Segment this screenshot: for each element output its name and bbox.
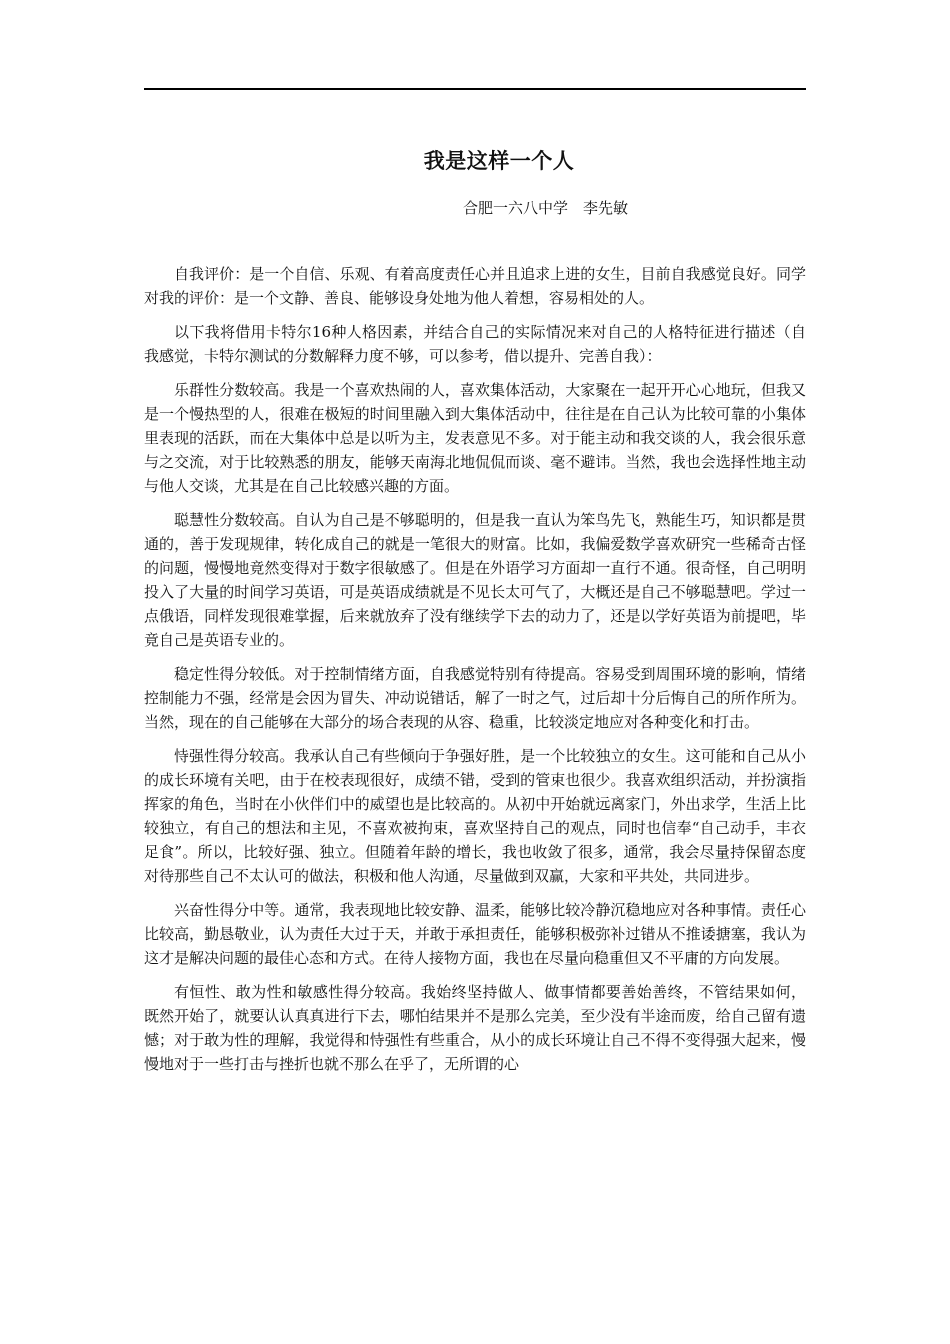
author-byline: 合肥一六八中学 李先敏 [463, 199, 629, 217]
paragraph-perseverance: 有恒性、敢为性和敏感性得分较高。我始终坚持做人、做事情都要善始善终，不管结果如何， 既然开始了，就要认认真真进行下去，哪怕结果并不是那么完美，至少没有半途而废，给自己留有遗憾；对于敢为性的理解，我觉得和恃强性有些重合，从小的成长环境让自己不得不变得强大起来，慢慢地对于一些打击与挫折也就不那么在乎了，无所谓的心 [144, 983, 806, 1073]
document-title: 我是这样一个人 [423, 149, 575, 173]
paragraph-introduction: 以下我将借用卡特尔16种人格因素，并结合自己的实际情况来对自己的人格特征进行描述（自我感觉，卡特尔测试的分数解释力度不够，可以参考，借以提升、完善自我）： [144, 323, 806, 365]
document-body [144, 262, 806, 1086]
paragraph-sociability: 乐群性分数较高。我是一个喜欢热闹的人，喜欢集体活动，大家聚在一起开开心心地玩，但我又是一个慢热型的人，很难在极短的时间里融入到大集体活动中，往往是在自己认为比较可靠的小集体里表现的活跃，而在大集体中总是以听为主，发表意见不多。对于能主动和我交谈的人，我会很乐意与之交流，对于比较熟悉的朋友，能够天南海北地侃侃而谈、毫不避讳。当然，我也会选择性地主动与他人交谈，尤其是在自己比较感兴趣的方面。 [144, 381, 806, 495]
header-rule [144, 88, 806, 90]
paragraph-self-evaluation: 自我评价：是一个自信、乐观、有着高度责任心并且追求上进的女生，目前自我感觉良好。同学对我的评价：是一个文静、善良、能够设身处地为他人着想，容易相处的人。 [144, 265, 806, 307]
paragraph-stability: 稳定性得分较低。对于控制情绪方面，自我感觉特别有待提高。容易受到周围环境的影响，情绪控制能力不强，经常是会因为冒失、冲动说错话，解了一时之气，过后却十分后悔自己的所作所为。当然，现在的自己能够在大部分的场合表现的从容、稳重，比较淡定地应对各种变化和打击。 [144, 665, 806, 731]
paragraph-intelligence: 聪慧性分数较高。自认为自己是不够聪明的，但是我一直认为笨鸟先飞，熟能生巧，知识都是贯通的，善于发现规律，转化成自己的就是一笔很大的财富。比如，我偏爱数学喜欢研究一些稀奇古怪的问题，慢慢地竟然变得对于数字很敏感了。但是在外语学习方面却一直行不通。很奇怪，自己明明投入了大量的时间学习英语，可是英语成绩就是不见长太可气了，大概还是自己不够聪慧吧。学过一点俄语，同样发现很难掌握，后来就放弃了没有继续学下去的动力了，还是以学好英语为前提吧，毕竟自己是英语专业的。 [144, 511, 806, 649]
paragraph-liveliness: 兴奋性得分中等。通常，我表现地比较安静、温柔，能够比较冷静沉稳地应对各种事情。责任心比较高，勤恳敬业，认为责任大过于天，并敢于承担责任，能够积极弥补过错从不推诿搪塞，我认为这才是解决问题的最佳心态和方式。在待人接物方面，我也在尽量向稳重但又不平庸的方向发展。 [144, 901, 806, 967]
paragraph-dominance: 恃强性得分较高。我承认自己有些倾向于争强好胜，是一个比较独立的女生。这可能和自己从小的成长环境有关吧，由于在校表现很好，成绩不错，受到的管束也很少。我喜欢组织活动，并扮演指挥家的角色，当时在小伙伴们中的威望也是比较高的。从初中开始就远离家门，外出求学，生活上比较独立，有自己的想法和主见，不喜欢被拘束，喜欢坚持自己的观点，同时也信奉“自己动手，丰衣足食”。所以，比较好强、独立。但随着年龄的增长，我也收敛了很多，通常，我会尽量持保留态度对待那些自己不太认可的做法，积极和他人沟通，尽量做到双赢，大家和平共处，共同进步。 [144, 747, 806, 885]
